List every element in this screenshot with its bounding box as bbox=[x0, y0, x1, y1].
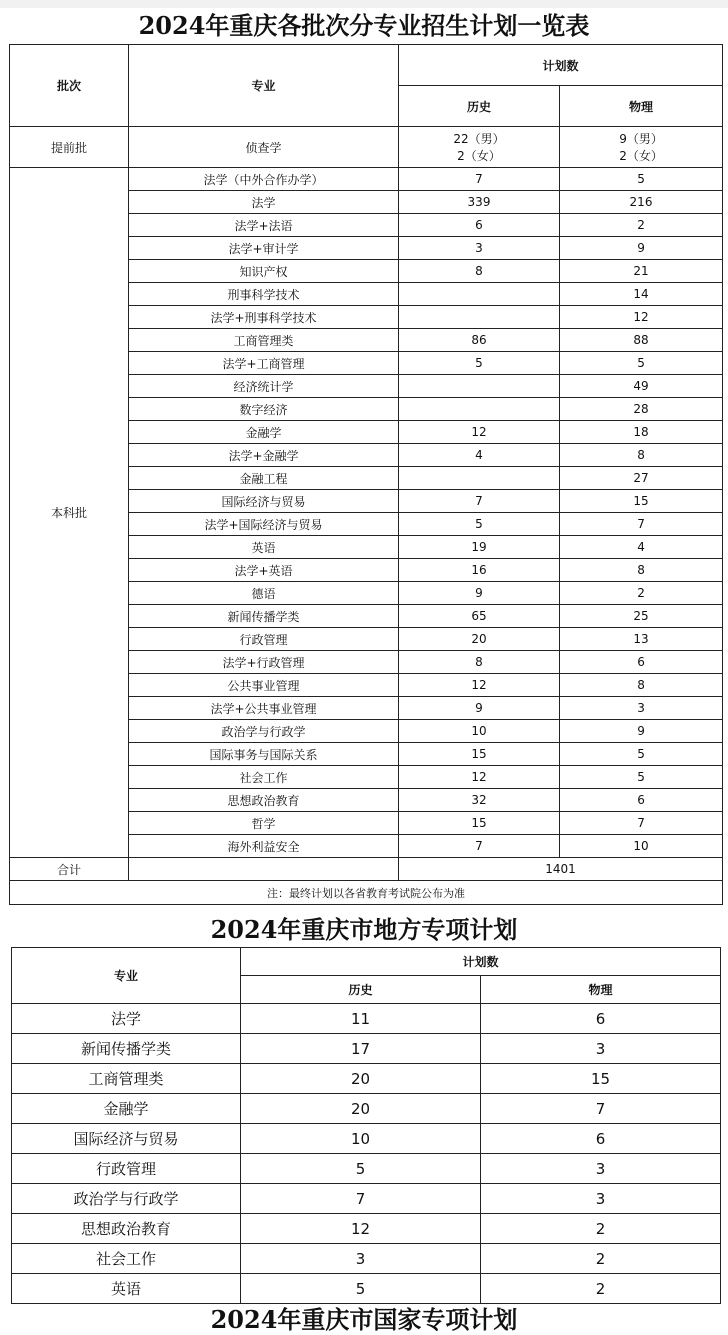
history-cell: 15 bbox=[399, 743, 560, 766]
major-cell: 国际经济与贸易 bbox=[129, 490, 399, 513]
header-major: 专业 bbox=[129, 45, 399, 127]
history-cell: 3 bbox=[399, 237, 560, 260]
table-row bbox=[12, 1004, 721, 1034]
major-cell: 法学 bbox=[12, 1004, 241, 1034]
major-cell: 英语 bbox=[12, 1274, 241, 1304]
history-cell: 11 bbox=[241, 1004, 481, 1034]
header-batch: 批次 bbox=[10, 45, 129, 127]
physics-cell: 8 bbox=[560, 559, 723, 582]
history-cell: 4 bbox=[399, 444, 560, 467]
header-history: 历史 bbox=[399, 86, 560, 127]
history-cell bbox=[399, 467, 560, 490]
major-cell: 新闻传播学类 bbox=[12, 1034, 241, 1064]
history-female: 2（女） bbox=[457, 149, 501, 163]
page-title: 2024年重庆各批次分专业招生计划一览表 bbox=[138, 11, 590, 40]
history-cell: 7 bbox=[241, 1184, 481, 1214]
header-plan: 计划数 bbox=[399, 45, 723, 86]
physics-cell: 27 bbox=[560, 467, 723, 490]
section-title-local: 2024年重庆市地方专项计划 bbox=[210, 915, 518, 944]
major-cell: 法学+公共事业管理 bbox=[129, 697, 399, 720]
major-cell: 公共事业管理 bbox=[129, 674, 399, 697]
history-cell: 12 bbox=[399, 674, 560, 697]
major-cell: 工商管理类 bbox=[129, 329, 399, 352]
history-cell: 5 bbox=[399, 513, 560, 536]
history-cell: 3 bbox=[241, 1244, 481, 1274]
table-header-row bbox=[12, 948, 721, 976]
physics-cell: 2 bbox=[560, 582, 723, 605]
history-cell: 9 bbox=[399, 582, 560, 605]
history-cell: 20 bbox=[241, 1064, 481, 1094]
table-row bbox=[12, 1244, 721, 1274]
total-empty bbox=[129, 858, 399, 881]
history-cell: 65 bbox=[399, 605, 560, 628]
history-cell: 10 bbox=[241, 1124, 481, 1154]
major-cell: 工商管理类 bbox=[12, 1064, 241, 1094]
physics-cell: 2 bbox=[481, 1214, 721, 1244]
table-row bbox=[12, 1064, 721, 1094]
history-cell bbox=[399, 306, 560, 329]
physics-cell: 9 bbox=[560, 720, 723, 743]
physics-female: 2（女） bbox=[619, 149, 663, 163]
history-cell: 20 bbox=[241, 1094, 481, 1124]
physics-cell: 9 bbox=[560, 237, 723, 260]
physics-cell: 2 bbox=[560, 214, 723, 237]
major-cell: 思想政治教育 bbox=[129, 789, 399, 812]
physics-cell: 7 bbox=[481, 1094, 721, 1124]
physics-cell: 8 bbox=[560, 674, 723, 697]
physics-cell: 18 bbox=[560, 421, 723, 444]
history-cell: 339 bbox=[399, 191, 560, 214]
physics-cell: 10 bbox=[560, 835, 723, 858]
physics-cell: 3 bbox=[481, 1154, 721, 1184]
major-cell: 海外利益安全 bbox=[129, 835, 399, 858]
physics-cell: 13 bbox=[560, 628, 723, 651]
history-cell: 8 bbox=[399, 260, 560, 283]
major-cell: 数字经济 bbox=[129, 398, 399, 421]
major-cell: 新闻传播学类 bbox=[129, 605, 399, 628]
major-cell: 行政管理 bbox=[12, 1154, 241, 1184]
major-cell: 思想政治教育 bbox=[12, 1214, 241, 1244]
header-physics: 物理 bbox=[560, 86, 723, 127]
major-cell: 侦查学 bbox=[129, 127, 399, 168]
note-text: 注：最终计划以各省教育考试院公布为准 bbox=[10, 881, 723, 905]
history-cell bbox=[399, 375, 560, 398]
major-cell: 金融学 bbox=[129, 421, 399, 444]
top-strip bbox=[0, 0, 728, 8]
table-row bbox=[12, 1274, 721, 1304]
major-cell: 法学+国际经济与贸易 bbox=[129, 513, 399, 536]
major-cell: 法学+工商管理 bbox=[129, 352, 399, 375]
major-cell: 金融工程 bbox=[129, 467, 399, 490]
physics-cell: 2 bbox=[481, 1274, 721, 1304]
major-cell: 法学（中外合作办学） bbox=[129, 168, 399, 191]
physics-cell: 2 bbox=[481, 1244, 721, 1274]
major-cell: 英语 bbox=[129, 536, 399, 559]
major-cell: 哲学 bbox=[129, 812, 399, 835]
physics-cell: 3 bbox=[481, 1184, 721, 1214]
physics-cell: 21 bbox=[560, 260, 723, 283]
physics-cell: 49 bbox=[560, 375, 723, 398]
major-cell: 刑事科学技术 bbox=[129, 283, 399, 306]
major-cell: 行政管理 bbox=[129, 628, 399, 651]
history-cell: 17 bbox=[241, 1034, 481, 1064]
major-cell: 法学+审计学 bbox=[129, 237, 399, 260]
header-physics: 物理 bbox=[481, 976, 721, 1004]
physics-cell: 15 bbox=[560, 490, 723, 513]
history-cell: 8 bbox=[399, 651, 560, 674]
history-cell: 12 bbox=[399, 421, 560, 444]
history-cell: 7 bbox=[399, 490, 560, 513]
physics-cell: 25 bbox=[560, 605, 723, 628]
history-cell: 15 bbox=[399, 812, 560, 835]
table-note-row bbox=[10, 881, 723, 905]
history-cell: 5 bbox=[241, 1274, 481, 1304]
major-cell: 法学+金融学 bbox=[129, 444, 399, 467]
history-cell: 6 bbox=[399, 214, 560, 237]
table-row bbox=[12, 1154, 721, 1184]
total-label: 合计 bbox=[10, 858, 129, 881]
physics-cell: 88 bbox=[560, 329, 723, 352]
physics-cell: 5 bbox=[560, 352, 723, 375]
major-cell: 法学+行政管理 bbox=[129, 651, 399, 674]
physics-cell bbox=[560, 127, 723, 168]
major-cell: 法学+刑事科学技术 bbox=[129, 306, 399, 329]
history-cell bbox=[399, 283, 560, 306]
history-cell: 12 bbox=[399, 766, 560, 789]
table-row-tiqian bbox=[10, 127, 723, 168]
major-cell: 法学+法语 bbox=[129, 214, 399, 237]
header-major: 专业 bbox=[12, 948, 241, 1004]
header-history: 历史 bbox=[241, 976, 481, 1004]
major-cell: 社会工作 bbox=[129, 766, 399, 789]
physics-cell: 14 bbox=[560, 283, 723, 306]
history-cell bbox=[399, 127, 560, 168]
table-row bbox=[12, 1034, 721, 1064]
history-cell: 19 bbox=[399, 536, 560, 559]
history-cell: 32 bbox=[399, 789, 560, 812]
total-value: 1401 bbox=[399, 858, 723, 881]
admission-plan-table bbox=[9, 44, 723, 905]
major-cell: 法学+英语 bbox=[129, 559, 399, 582]
physics-cell: 28 bbox=[560, 398, 723, 421]
physics-male: 9（男） bbox=[619, 132, 663, 146]
physics-cell: 15 bbox=[481, 1064, 721, 1094]
table-row bbox=[10, 168, 723, 191]
batch-benke: 本科批 bbox=[10, 168, 129, 858]
major-cell: 德语 bbox=[129, 582, 399, 605]
major-cell: 政治学与行政学 bbox=[129, 720, 399, 743]
physics-cell: 7 bbox=[560, 513, 723, 536]
history-cell: 7 bbox=[399, 835, 560, 858]
history-cell: 9 bbox=[399, 697, 560, 720]
section-title-national: 2024年重庆市国家专项计划 bbox=[210, 1305, 518, 1334]
history-cell bbox=[399, 398, 560, 421]
history-cell: 5 bbox=[399, 352, 560, 375]
physics-cell: 4 bbox=[560, 536, 723, 559]
history-cell: 12 bbox=[241, 1214, 481, 1244]
physics-cell: 3 bbox=[560, 697, 723, 720]
history-cell: 16 bbox=[399, 559, 560, 582]
major-cell: 金融学 bbox=[12, 1094, 241, 1124]
table-row-total bbox=[10, 858, 723, 881]
physics-cell: 8 bbox=[560, 444, 723, 467]
physics-cell: 3 bbox=[481, 1034, 721, 1064]
table-row bbox=[12, 1214, 721, 1244]
history-cell: 7 bbox=[399, 168, 560, 191]
major-cell: 社会工作 bbox=[12, 1244, 241, 1274]
table-row bbox=[12, 1184, 721, 1214]
physics-cell: 216 bbox=[560, 191, 723, 214]
history-cell: 10 bbox=[399, 720, 560, 743]
physics-cell: 7 bbox=[560, 812, 723, 835]
table-row bbox=[12, 1124, 721, 1154]
header-plan: 计划数 bbox=[241, 948, 721, 976]
major-cell: 国际事务与国际关系 bbox=[129, 743, 399, 766]
history-male: 22（男） bbox=[453, 132, 505, 146]
table-header-row bbox=[10, 45, 723, 86]
history-cell: 86 bbox=[399, 329, 560, 352]
major-cell: 国际经济与贸易 bbox=[12, 1124, 241, 1154]
major-cell: 政治学与行政学 bbox=[12, 1184, 241, 1214]
physics-cell: 6 bbox=[560, 651, 723, 674]
local-special-plan-table bbox=[11, 947, 721, 1304]
table-row bbox=[12, 1094, 721, 1124]
physics-cell: 6 bbox=[560, 789, 723, 812]
physics-cell: 12 bbox=[560, 306, 723, 329]
batch-tiqian: 提前批 bbox=[10, 127, 129, 168]
history-cell: 20 bbox=[399, 628, 560, 651]
physics-cell: 5 bbox=[560, 168, 723, 191]
major-cell: 法学 bbox=[129, 191, 399, 214]
physics-cell: 5 bbox=[560, 743, 723, 766]
major-cell: 经济统计学 bbox=[129, 375, 399, 398]
physics-cell: 5 bbox=[560, 766, 723, 789]
history-cell: 5 bbox=[241, 1154, 481, 1184]
physics-cell: 6 bbox=[481, 1124, 721, 1154]
major-cell: 知识产权 bbox=[129, 260, 399, 283]
physics-cell: 6 bbox=[481, 1004, 721, 1034]
